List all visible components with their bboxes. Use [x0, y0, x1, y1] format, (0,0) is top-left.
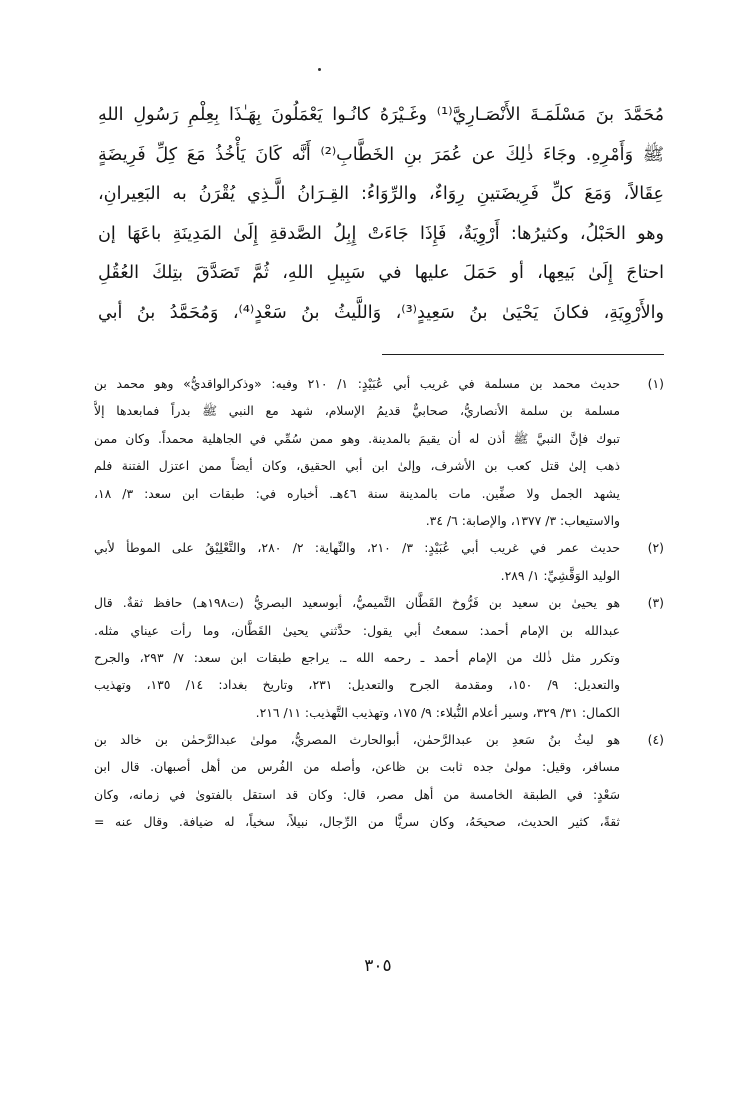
- footnote-3: [94, 589, 664, 726]
- footnote-number: (٢): [647, 540, 664, 556]
- footnote-line: سَعْدٍ: في الطبقة الخامسة من أهل مصر، قال: وكان قد استقل بالفتوىٰ في زمانه، وكان: [94, 786, 620, 802]
- footnote-line: يشهد الجمل ولا صفِّين. مات بالمدينة سنة ٤٦هـ. أخباره في: طبقات ابن سعد: ٣/ ١٨،: [94, 485, 620, 501]
- footnote-line: الوليد الوَقَّشِيِّ: ١/ ٢٨٩.: [500, 567, 620, 583]
- footnote-number: (٣): [647, 595, 664, 611]
- main-text-line: احتاجَ إِلَىٰ بَيعِها، أو حَمَلَ عليها في سَبِيلِ اللهِ، ثُمَّ تَصَدَّقَ بتِلكَ العُقُلِ: [98, 263, 664, 283]
- footnote-separator-rule: [382, 354, 664, 355]
- footnotes-section: [94, 370, 664, 836]
- main-text-line: عِقَالاً، وَمَعَ كلِّ فَرِيضَتينِ رِوَاءٌ، والرِّوَاءُ: القِـرَانُ الَّـذِي يُقْرَنُ به البَعِيرانِ،: [98, 184, 664, 204]
- ink-speck: [318, 68, 321, 71]
- main-text-line: مُحَمَّدَ بنَ مَسْلَمَـةَ الأَنْصَـارِيَّ⁽¹⁾ وغَـيْرَهُ كانُـوا يَعْمَلُونَ بِهَـٰذَا بِعِلْمِ رَسُولِ اللهِ: [98, 105, 664, 125]
- footnote-number: (١): [647, 376, 664, 391]
- main-text-line: وهو الحَبْلُ، وكثيرُها: أَرْوِيَةٌ، فَإِذَا جَاءَتْ إِبِلُ الصَّدقةِ إِلَىٰ المَدِينَةِ باعَهَا إن: [98, 223, 664, 244]
- footnote-body: [94, 370, 620, 534]
- main-text-line: والأَرْوِيَةِ، فكانَ يَحْيَىٰ بنُ سَعِيدٍ⁽³⁾، وَاللَّيثُ بنُ سَعْدٍ⁽⁴⁾، وَمُحَمَّدُ بنُ أبي: [98, 302, 664, 323]
- footnote-4: [94, 726, 664, 836]
- footnote-line: والاستيعاب: ٣/ ١٣٧٧، والإصابة: ٦/ ٣٤.: [425, 512, 620, 528]
- footnote-line: وتكرر مثل ذٰلك من الإمام أحمد ـ رحمه الله ـ. يراجع طبقات ابن سعد: ٧/ ٢٩٣، والجرح: [94, 649, 620, 665]
- footnote-number: (٤): [647, 732, 664, 748]
- main-text-block: [98, 96, 664, 333]
- footnote-1: [94, 370, 664, 534]
- main-text-line: ﷺ وَأَمْرِهِ. وجَاءَ ذٰلِكَ عن عُمَرَ بنِ الخَطَّابِ⁽²⁾ أَنَّه كَانَ يَأْخُذُ مَعَ كِلِّ فَرِيضَةٍ: [98, 144, 664, 165]
- footnote-line: حديث عمر في غريب أبي عُبَيْدٍ: ٣/ ٢١٠، والنِّهاية: ٢/ ٢٨٠، والتَّعْلِيْقُ على الموطأ لأبي: [94, 540, 620, 556]
- page-number: ٣٠٥: [364, 956, 392, 976]
- footnote-line: مسافر، وقيل: مولىٰ جده ثابت بن ظاعن، وأصله من الفُرس من أهل أصبهان. قال ابن: [94, 759, 620, 775]
- footnote-line: ثقةً، كثير الحديث، صحيحَهُ، وكان سريًّا من الرِّجال، نبيلاً، سخياً، له ضيافة. وقال عنه =: [94, 814, 620, 830]
- footnote-line: هو يحيىٰ بن سعيد بن فَرُّوخ القَطَّان التَّميميُّ، أبوسعيد البصريُّ (ت١٩٨هـ) حافظ ثقةٌ. قال: [94, 595, 620, 611]
- footnote-line: تبوك فإنَّ النبيَّ ﷺ أذن له أن يقيمَ بالمدينة. وهو ممن سُمِّي في الجاهلية محمداً. وكان ممن: [94, 430, 620, 446]
- footnote-line: ذهب إلىٰ قتل كعب بن الأشرف، وإلىٰ ابن أبي الحقيق، وكان أيضاً ممن اعتزل الفتنة فلم: [94, 458, 620, 474]
- footnote-line: عبدالله بن الإمام أحمد: سمعتُ أبي يقول: حدَّثني يحيىٰ القَطَّان، وما رأت عيناي مثله.: [94, 622, 620, 638]
- footnote-body: [94, 589, 620, 726]
- footnote-body: [94, 726, 620, 836]
- footnote-line: الكمال: ٣١/ ٣٢٩، وسير أعلام النُّبلاء: ٩/ ١٧٥، وتهذيب التَّهذيب: ١١/ ٢١٦.: [255, 704, 620, 720]
- footnote-body: [94, 534, 620, 589]
- footnote-line: مسلمة بن سلمة الأنصاريُّ، صحابيٌّ قديمُ الإسلام، شهد مع النبي ﷺ بدراً فمابعدها إلاَّ: [94, 403, 620, 419]
- footnote-line: حديث محمد بن مسلمة في غريب أبي عُبَيْدٍ: ١/ ٢١٠ وفيه: «وذكرالواقديُّ» وهو محمد بن: [94, 376, 620, 391]
- footnote-line: والتعديل: ٩/ ١٥٠، ومقدمة الجرح والتعديل: ٢٣١، وتاريخ بغداد: ١٤/ ١٣٥، وتهذيب: [94, 677, 620, 693]
- footnote-line: هو ليثُ بنُ سَعدِ بن عبدالرَّحمٰن، أبوالحارث المصريُّ، مولىٰ عبدالرَّحمٰن بن خالد بن: [94, 732, 620, 748]
- footnote-2: [94, 534, 664, 589]
